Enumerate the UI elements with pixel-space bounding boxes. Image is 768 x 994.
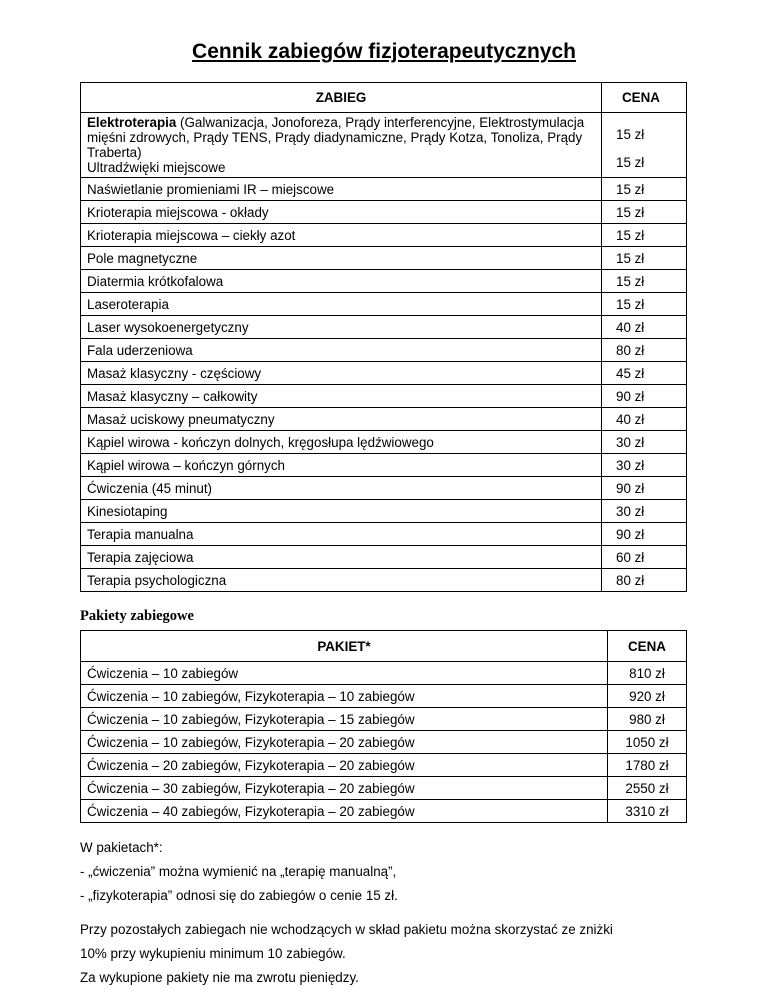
table-row: [81, 339, 687, 362]
row-name: Terapia zajęciowa: [81, 546, 602, 569]
row-price: 80 zł: [602, 339, 687, 362]
table-row: [81, 662, 687, 685]
row-name: Ćwiczenia – 40 zabiegów, Fizykoterapia – 20 zabiegów: [81, 800, 608, 823]
table-row: [81, 201, 687, 224]
table-row: [81, 800, 687, 823]
table-row: [81, 708, 687, 731]
row-price: 90 zł: [602, 385, 687, 408]
row-price: 15 zł: [602, 247, 687, 270]
row-price: 920 zł: [608, 685, 687, 708]
row-price: 1050 zł: [608, 731, 687, 754]
row-price: 45 zł: [602, 362, 687, 385]
row-price: 40 zł: [602, 316, 687, 339]
row-name: Kąpiel wirowa - kończyn dolnych, kręgosłupa lędźwiowego: [81, 431, 602, 454]
table-row: [81, 247, 687, 270]
page-title: Cennik zabiegów fizjoterapeutycznych: [192, 40, 576, 63]
row-price: 2550 zł: [608, 777, 687, 800]
notes-intro: W pakietach*:: [80, 840, 163, 855]
row-name: Terapia psychologiczna: [81, 569, 602, 592]
treatments-table: [80, 82, 687, 592]
row-price: 1780 zł: [608, 754, 687, 777]
packages-header-name: PAKIET*: [81, 631, 608, 662]
row-price: 90 zł: [602, 523, 687, 546]
treatment-price: [602, 113, 687, 178]
treatment-name-bold: Elektroterapia: [87, 115, 177, 130]
treatment-name: [81, 113, 602, 178]
treatments-header-row: [81, 83, 687, 113]
table-row: [81, 270, 687, 293]
row-name: Kinesiotaping: [81, 500, 602, 523]
row-name: Kąpiel wirowa – kończyn górnych: [81, 454, 602, 477]
row-price: 90 zł: [602, 477, 687, 500]
row-name: Ćwiczenia – 10 zabiegów, Fizykoterapia – 20 zabiegów: [81, 731, 608, 754]
row-name: Ćwiczenia – 20 zabiegów, Fizykoterapia – 20 zabiegów: [81, 754, 608, 777]
row-price: 60 zł: [602, 546, 687, 569]
table-row: [81, 293, 687, 316]
table-row: [81, 316, 687, 339]
treatment-price-main: 15 zł: [616, 127, 645, 142]
notes-item: - „fizykoterapia” odnosi się do zabiegów o cenie 15 zł.: [80, 888, 398, 903]
treatment-name-detail: (Galwanizacja, Jonoforeza, Prądy interferencyjne, Elektrostymulacja mięśni zdrowych, Prądy TENS, Prądy diadynamiczne, Prądy Kotza, Tonoliza, Prądy Traberta): [87, 115, 585, 160]
table-row: [81, 224, 687, 247]
notes-item: - „ćwiczenia” można wymienić na „terapię manualną”,: [80, 864, 397, 879]
row-name: Pole magnetyczne: [81, 247, 602, 270]
table-row: [81, 408, 687, 431]
table-row: [81, 454, 687, 477]
no-refund-note: Za wykupione pakiety nie ma zwrotu pieniędzy.: [80, 970, 359, 985]
row-name: Terapia manualna: [81, 523, 602, 546]
row-price: 80 zł: [602, 569, 687, 592]
row-name: Masaż klasyczny – całkowity: [81, 385, 602, 408]
row-name: Diatermia krótkofalowa: [81, 270, 602, 293]
table-row: [81, 431, 687, 454]
row-price: 810 zł: [608, 662, 687, 685]
table-row: [81, 500, 687, 523]
row-name: Laser wysokoenergetyczny: [81, 316, 602, 339]
row-price: 30 zł: [602, 500, 687, 523]
row-price: 15 zł: [602, 224, 687, 247]
row-price: 15 zł: [602, 201, 687, 224]
row-price: 30 zł: [602, 454, 687, 477]
row-name: Ćwiczenia – 10 zabiegów: [81, 662, 608, 685]
row-name: Ćwiczenia – 30 zabiegów, Fizykoterapia – 20 zabiegów: [81, 777, 608, 800]
row-price: 15 zł: [602, 293, 687, 316]
treatments-header-name: ZABIEG: [81, 83, 602, 113]
table-row: [81, 113, 687, 178]
table-row: [81, 523, 687, 546]
package-notes: [80, 836, 700, 990]
table-row: [81, 178, 687, 201]
row-name: Masaż klasyczny - częściowy: [81, 362, 602, 385]
row-price: 15 zł: [602, 270, 687, 293]
table-row: [81, 569, 687, 592]
row-price: 30 zł: [602, 431, 687, 454]
row-name: Ćwiczenia (45 minut): [81, 477, 602, 500]
row-name: Ćwiczenia – 10 zabiegów, Fizykoterapia – 15 zabiegów: [81, 708, 608, 731]
table-row: [81, 362, 687, 385]
row-price: 40 zł: [602, 408, 687, 431]
treatments-header-price: CENA: [602, 83, 687, 113]
row-name: Fala uderzeniowa: [81, 339, 602, 362]
treatment-name-extra: Ultradźwięki miejscowe: [87, 160, 226, 175]
row-name: Naświetlanie promieniami IR – miejscowe: [81, 178, 602, 201]
table-row: [81, 477, 687, 500]
row-price: 15 zł: [602, 178, 687, 201]
packages-header-price: CENA: [608, 631, 687, 662]
discount-note-line2: 10% przy wykupieniu minimum 10 zabiegów.: [80, 946, 346, 961]
treatment-price-extra: 15 zł: [616, 155, 645, 170]
table-row: [81, 754, 687, 777]
table-row: [81, 546, 687, 569]
row-name: Krioterapia miejscowa - okłady: [81, 201, 602, 224]
packages-header-row: [81, 631, 687, 662]
row-price: 3310 zł: [608, 800, 687, 823]
packages-heading: Pakiety zabiegowe: [80, 608, 194, 624]
row-price: 980 zł: [608, 708, 687, 731]
discount-note-line1: Przy pozostałych zabiegach nie wchodzących w skład pakietu można skorzystać ze zniżki: [80, 922, 613, 937]
table-row: [81, 685, 687, 708]
table-row: [81, 385, 687, 408]
row-name: Masaż uciskowy pneumatyczny: [81, 408, 602, 431]
table-row: [81, 731, 687, 754]
packages-table: [80, 630, 687, 823]
row-name: Krioterapia miejscowa – ciekły azot: [81, 224, 602, 247]
row-name: Ćwiczenia – 10 zabiegów, Fizykoterapia – 10 zabiegów: [81, 685, 608, 708]
row-name: Laseroterapia: [81, 293, 602, 316]
table-row: [81, 777, 687, 800]
